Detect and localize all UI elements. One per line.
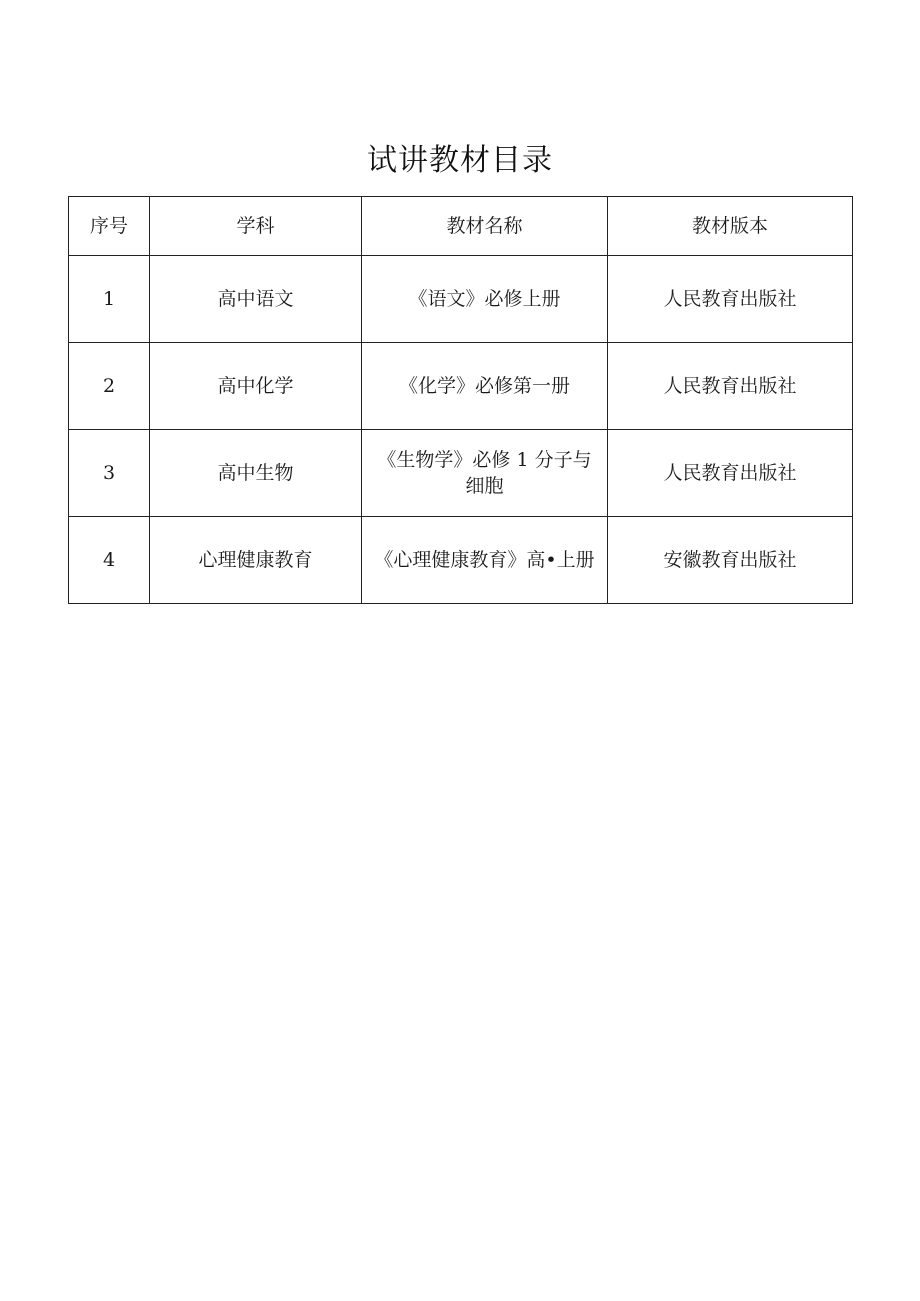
row-edition: 人民教育出版社 — [608, 256, 853, 343]
row-textbook-name — [362, 256, 608, 343]
row-index: 2 — [69, 343, 150, 430]
textbook-name-text: 《心理健康教育》高•上册 — [374, 549, 595, 571]
textbook-name-text: 《语文》必修上册 — [408, 288, 561, 310]
textbook-name-text: 《生物学》必修 1 分子与细胞 — [377, 449, 592, 497]
table-row — [69, 343, 853, 430]
row-index: 4 — [69, 517, 150, 604]
table-row — [69, 256, 853, 343]
row-edition: 安徽教育出版社 — [608, 517, 853, 604]
row-subject: 心理健康教育 — [150, 517, 362, 604]
header-textbook-edition: 教材版本 — [608, 197, 853, 256]
row-edition: 人民教育出版社 — [608, 430, 853, 517]
header-subject: 学科 — [150, 197, 362, 256]
row-index: 3 — [69, 430, 150, 517]
table-header-row — [69, 197, 853, 256]
row-subject: 高中语文 — [150, 256, 362, 343]
row-textbook-name — [362, 343, 608, 430]
textbook-name-text: 《化学》必修第一册 — [398, 375, 570, 397]
row-subject: 高中生物 — [150, 430, 362, 517]
header-index: 序号 — [69, 197, 150, 256]
row-subject: 高中化学 — [150, 343, 362, 430]
textbook-table — [68, 196, 853, 604]
row-edition: 人民教育出版社 — [608, 343, 853, 430]
row-textbook-name — [362, 517, 608, 604]
table-row — [69, 430, 853, 517]
page-title: 试讲教材目录 — [367, 143, 553, 178]
table-row — [69, 517, 853, 604]
header-textbook-name: 教材名称 — [362, 197, 608, 256]
row-textbook-name — [362, 430, 608, 517]
row-index: 1 — [69, 256, 150, 343]
